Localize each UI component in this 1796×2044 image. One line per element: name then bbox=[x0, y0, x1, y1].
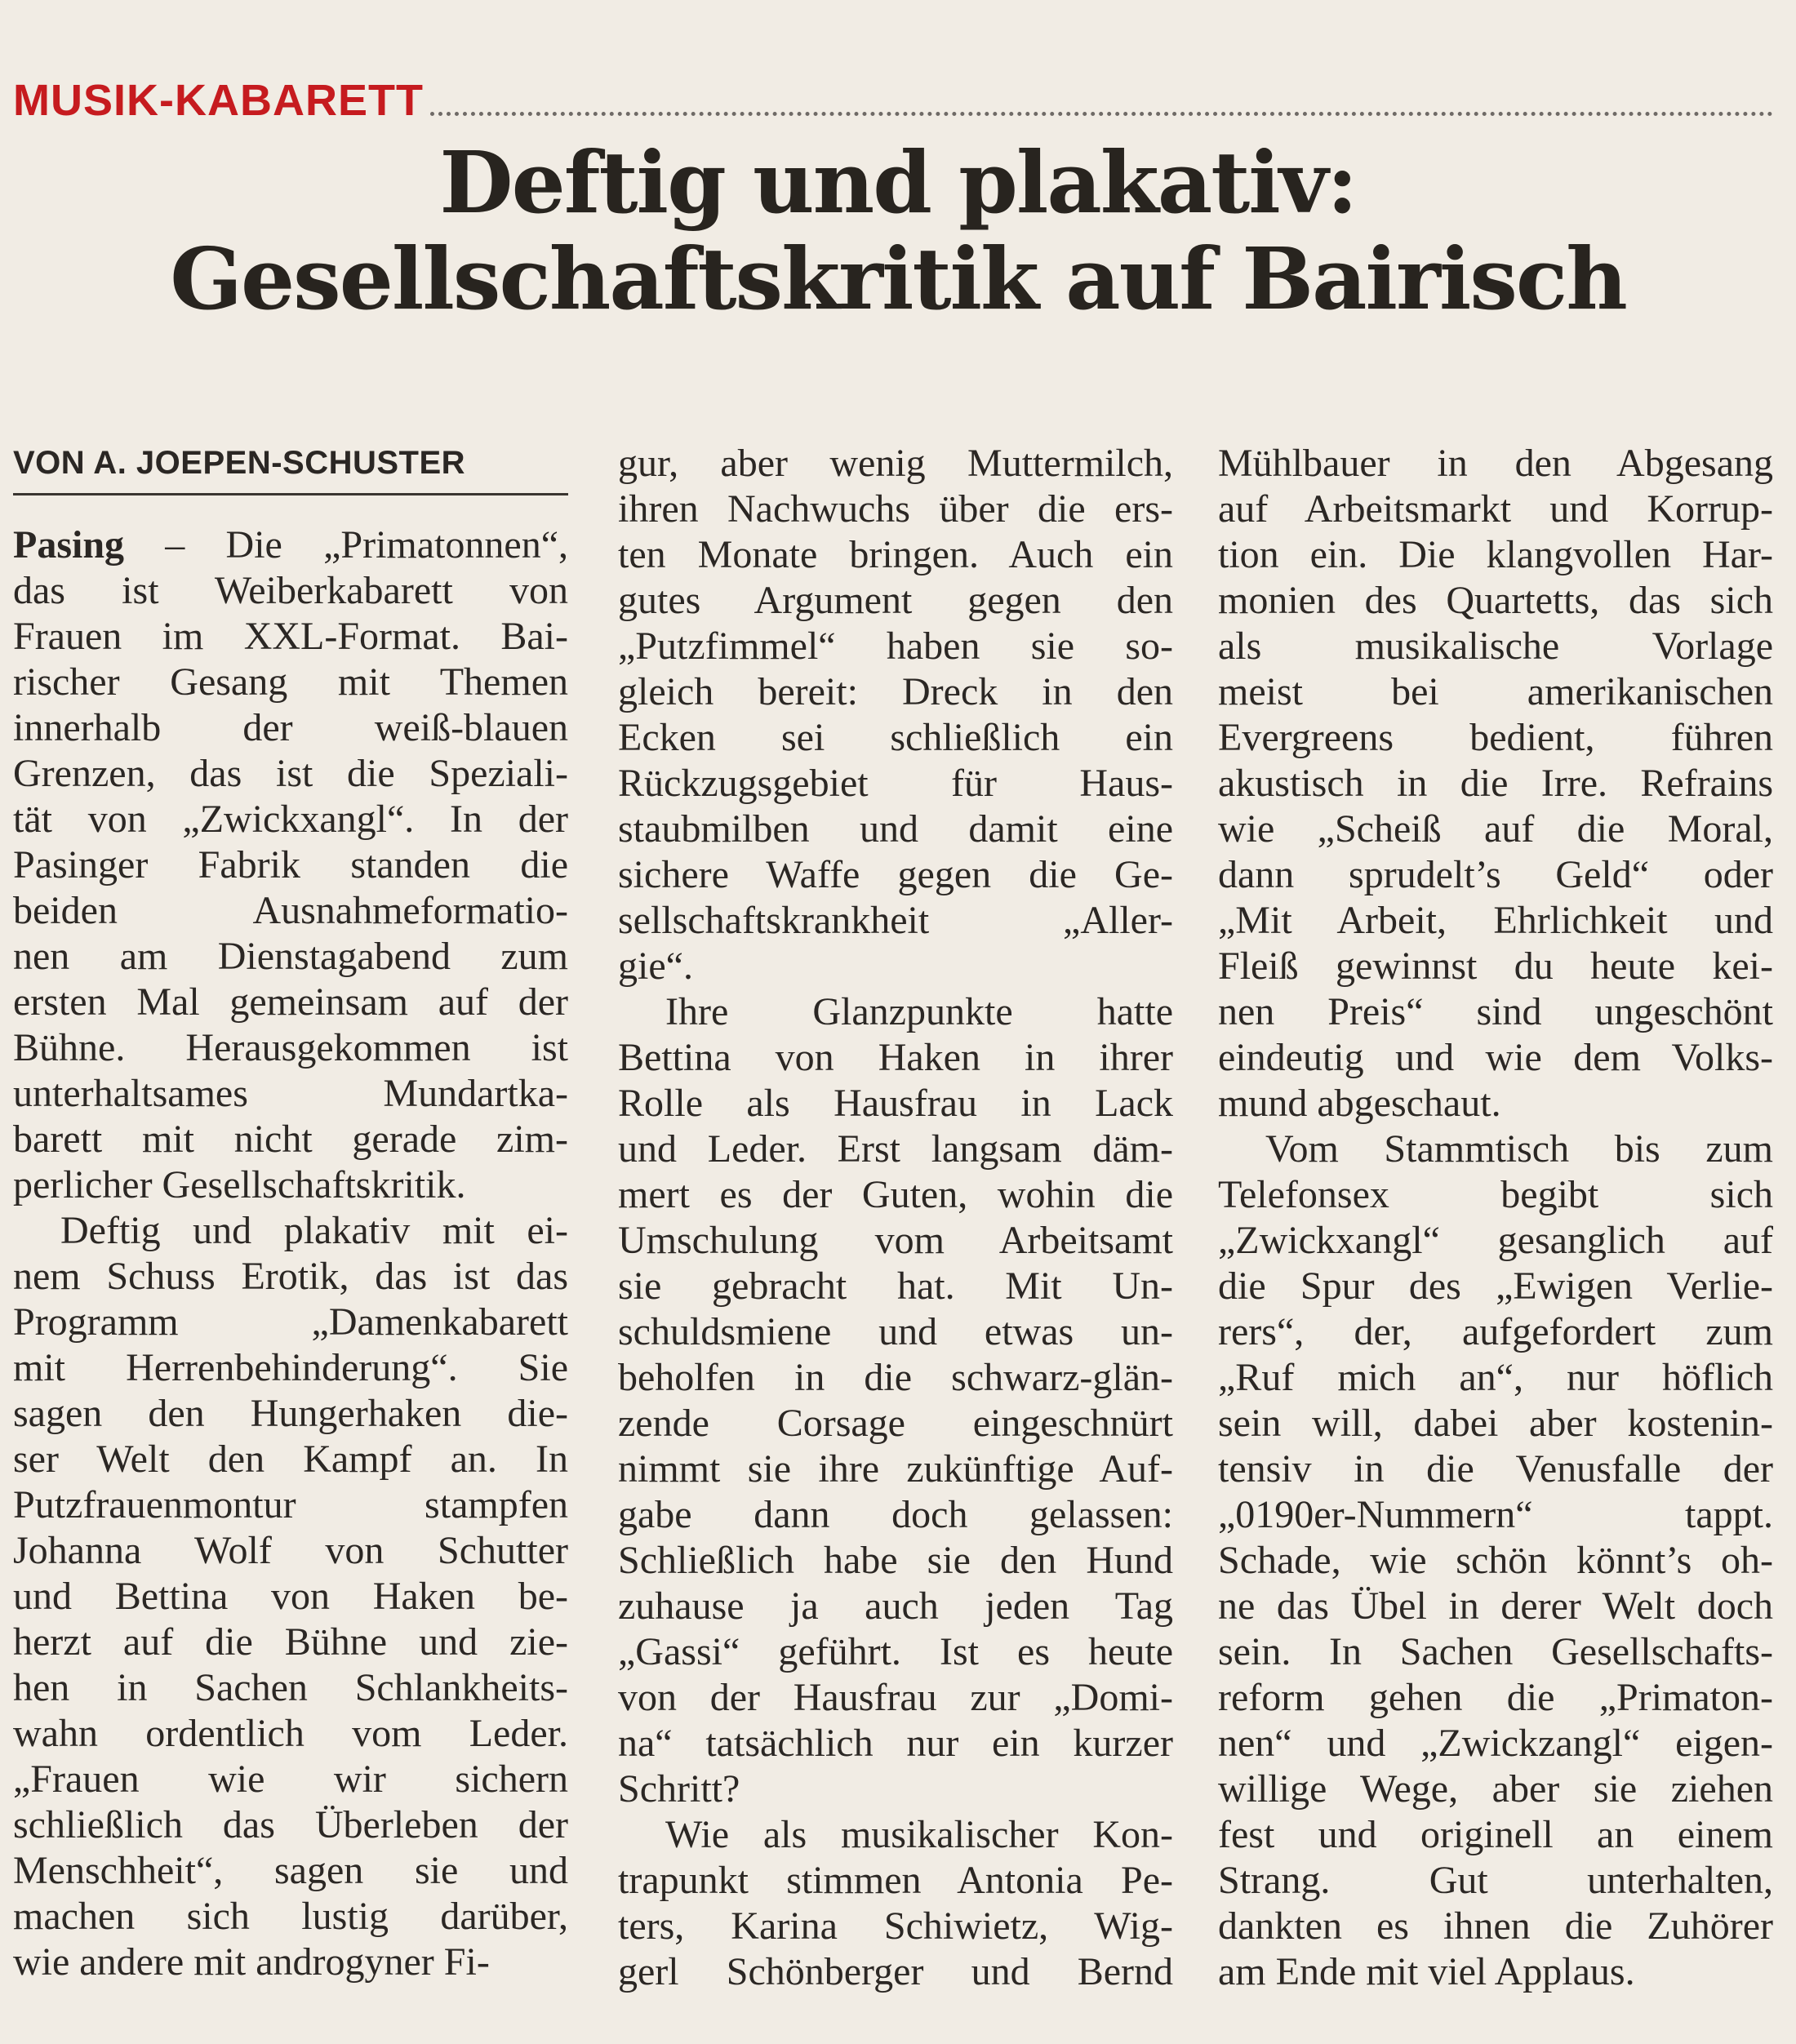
text-line: Rückzugsgebiet für Haus- bbox=[618, 762, 1173, 805]
section-kicker: MUSIK-KABARETT bbox=[13, 76, 424, 125]
text-line: zende Corsage eingeschnürt bbox=[618, 1402, 1173, 1445]
text-line: gur, aber wenig Muttermilch, bbox=[618, 442, 1173, 485]
text-line: ihren Nachwuchs über die ers- bbox=[618, 487, 1173, 531]
text-line: tät von „Zwickxangl“. In der bbox=[13, 798, 568, 841]
text-line: Strang. Gut unterhalten, bbox=[1218, 1859, 1773, 1902]
text-line: Fleiß gewinnst du heute kei- bbox=[1218, 944, 1773, 988]
headline-line-1: Deftig und plakativ: bbox=[439, 132, 1357, 233]
text-line: schließlich das Überleben der bbox=[13, 1803, 568, 1846]
text-line: „Gassi“ geführt. Ist es heute bbox=[618, 1630, 1173, 1673]
text-line: Deftig und plakativ mit ei- bbox=[60, 1209, 568, 1252]
text-line: tensiv in die Venusfalle der bbox=[1218, 1447, 1773, 1491]
text-line: gabe dann doch gelassen: bbox=[618, 1493, 1173, 1536]
text-line: akustisch in die Irre. Refrains bbox=[1218, 762, 1773, 805]
text-line: monien des Quartetts, das sich bbox=[1218, 579, 1773, 622]
text-line: und Leder. Erst langsam däm- bbox=[618, 1127, 1173, 1171]
text-line: Bühne. Herausgekommen ist bbox=[13, 1026, 568, 1069]
text-line: wie andere mit androgyner Fi- bbox=[13, 1940, 490, 1984]
text-line: sellschaftskrankheit „Aller- bbox=[618, 899, 1173, 942]
text-line: „Zwickxangl“ gesanglich auf bbox=[1218, 1219, 1773, 1262]
text-line: Ihre Glanzpunkte hatte bbox=[665, 990, 1173, 1033]
text-line: Bettina von Haken in ihrer bbox=[618, 1036, 1173, 1079]
text-line: gie“. bbox=[618, 944, 693, 988]
text-line: mert es der Guten, wohin die bbox=[618, 1173, 1173, 1216]
text-line: sagen den Hungerhaken die- bbox=[13, 1392, 568, 1435]
headline-line-2: Gesellschaftskritik auf Bairisch bbox=[170, 228, 1626, 329]
text-line: rers“, der, aufgefordert zum bbox=[1218, 1310, 1773, 1353]
text-line: „Ruf mich an“, nur höflich bbox=[1218, 1356, 1773, 1399]
text-line: ersten Mal gemeinsam auf der bbox=[13, 980, 568, 1024]
text-line: dankten es ihnen die Zuhörer bbox=[1218, 1904, 1773, 1948]
text-line: „0190er-Nummern“ tappt. bbox=[1218, 1493, 1773, 1536]
text-line: Ecken sei schließlich ein bbox=[618, 716, 1173, 759]
text-line: staubmilben und damit eine bbox=[618, 807, 1173, 851]
text-line: gutes Argument gegen den bbox=[618, 579, 1173, 622]
text-line: Johanna Wolf von Schutter bbox=[13, 1529, 568, 1572]
text-line: nem Schuss Erotik, das ist das bbox=[13, 1255, 568, 1298]
text-line: mund abgeschaut. bbox=[1218, 1082, 1501, 1125]
byline: VON A. JOEPEN-SCHUSTER bbox=[13, 445, 568, 495]
text-line: willige Wege, aber sie ziehen bbox=[1218, 1767, 1773, 1811]
text-line: perlicher Gesellschaftskritik. bbox=[13, 1163, 466, 1206]
text-line: auf Arbeitsmarkt und Korrup- bbox=[1218, 487, 1773, 531]
text-fragment: – Die „Primatonnen“, bbox=[124, 523, 568, 567]
text-line: mit Herrenbehinderung“. Sie bbox=[13, 1346, 568, 1389]
text-line: meist bei amerikanischen bbox=[1218, 670, 1773, 713]
text-line: na“ tatsächlich nur ein kurzer bbox=[618, 1722, 1173, 1765]
text-line: dann sprudelt’s Geld“ oder bbox=[1218, 853, 1773, 896]
text-line: innerhalb der weiß-blauen bbox=[13, 706, 568, 749]
text-line: unterhaltsames Mundartka- bbox=[13, 1072, 568, 1115]
text-line: zuhause ja auch jeden Tag bbox=[618, 1584, 1173, 1628]
text-line: Frauen im XXL-Format. Bai- bbox=[13, 615, 568, 658]
text-line bbox=[13, 522, 568, 568]
text-line: nen“ und „Zwickzangl“ eigen- bbox=[1218, 1722, 1773, 1765]
text-line: rischer Gesang mit Themen bbox=[13, 660, 568, 704]
text-line: und Bettina von Haken be- bbox=[13, 1575, 568, 1618]
text-line: Programm „Damenkabarett bbox=[13, 1300, 568, 1344]
text-line: nen Preis“ sind ungeschönt bbox=[1218, 990, 1773, 1033]
text-line: nimmt sie ihre zukünftige Auf- bbox=[618, 1447, 1173, 1491]
text-line: Rolle als Hausfrau in Lack bbox=[618, 1082, 1173, 1125]
text-line: herzt auf die Bühne und zie- bbox=[13, 1620, 568, 1664]
text-line: das ist Weiberkabarett von bbox=[13, 569, 568, 612]
text-line: wahn ordentlich vom Leder. bbox=[13, 1712, 568, 1755]
text-line: sie gebracht hat. Mit Un- bbox=[618, 1264, 1173, 1308]
text-line: hen in Sachen Schlankheits- bbox=[13, 1666, 568, 1709]
text-line: wie „Scheiß auf die Moral, bbox=[1218, 807, 1773, 851]
text-line: fest und originell an einem bbox=[1218, 1813, 1773, 1856]
dateline-place: Pasing bbox=[13, 523, 125, 567]
text-line: ser Welt den Kampf an. In bbox=[13, 1437, 568, 1481]
text-line: Schade, wie schön könnt’s oh- bbox=[1218, 1539, 1773, 1582]
text-line: Menschheit“, sagen sie und bbox=[13, 1849, 568, 1892]
section-header bbox=[13, 65, 1773, 125]
text-line: „Mit Arbeit, Ehrlichkeit und bbox=[1218, 899, 1773, 942]
text-line: sein. In Sachen Gesellschafts- bbox=[1218, 1630, 1773, 1673]
article-column-1 bbox=[13, 522, 568, 1985]
text-line: Wie als musikalischer Kon- bbox=[665, 1813, 1173, 1856]
text-line: ne das Übel in derer Welt doch bbox=[1218, 1584, 1773, 1628]
text-line: ters, Karina Schiwietz, Wig- bbox=[618, 1904, 1173, 1948]
text-line: Telefonsex begibt sich bbox=[1218, 1173, 1773, 1216]
text-line: sein will, dabei aber kostenin- bbox=[1218, 1402, 1773, 1445]
text-line: barett mit nicht gerade zim- bbox=[13, 1118, 568, 1161]
text-line: Evergreens bedient, führen bbox=[1218, 716, 1773, 759]
text-line: trapunkt stimmen Antonia Pe- bbox=[618, 1859, 1173, 1902]
article-column-2 bbox=[618, 441, 1173, 1995]
text-line: Umschulung vom Arbeitsamt bbox=[618, 1219, 1173, 1262]
text-line: tion ein. Die klangvollen Har- bbox=[1218, 533, 1773, 576]
text-line: Putzfrauenmontur stampfen bbox=[13, 1483, 568, 1526]
text-line: ten Monate bringen. Auch ein bbox=[618, 533, 1173, 576]
text-line: die Spur des „Ewigen Verlie- bbox=[1218, 1264, 1773, 1308]
text-line: Pasinger Fabrik standen die bbox=[13, 843, 568, 886]
text-line: gleich bereit: Dreck in den bbox=[618, 670, 1173, 713]
text-line: beholfen in die schwarz-glän- bbox=[618, 1356, 1173, 1399]
text-line: „Putzfimmel“ haben sie so- bbox=[618, 624, 1173, 668]
headline bbox=[0, 132, 1796, 329]
text-line: sichere Waffe gegen die Ge- bbox=[618, 853, 1173, 896]
dotted-rule bbox=[430, 112, 1773, 116]
text-line: Schließlich habe sie den Hund bbox=[618, 1539, 1173, 1582]
text-line: schuldsmiene und etwas un- bbox=[618, 1310, 1173, 1353]
text-line: als musikalische Vorlage bbox=[1218, 624, 1773, 668]
text-line: Mühlbauer in den Abgesang bbox=[1218, 442, 1773, 485]
text-line: von der Hausfrau zur „Domi- bbox=[618, 1676, 1173, 1719]
text-line: Schritt? bbox=[618, 1767, 740, 1811]
text-line: reform gehen die „Primaton- bbox=[1218, 1676, 1773, 1719]
text-line: Grenzen, das ist die Speziali- bbox=[13, 752, 568, 795]
text-line: beiden Ausnahmeformatio- bbox=[13, 889, 568, 932]
text-line: eindeutig und wie dem Volks- bbox=[1218, 1036, 1773, 1079]
article-column-3 bbox=[1218, 441, 1773, 1995]
text-line: gerl Schönberger und Bernd bbox=[618, 1950, 1173, 1993]
text-line: machen sich lustig darüber, bbox=[13, 1895, 568, 1938]
text-line: „Frauen wie wir sichern bbox=[13, 1757, 568, 1801]
text-line: Vom Stammtisch bis zum bbox=[1265, 1127, 1773, 1171]
text-line: nen am Dienstagabend zum bbox=[13, 935, 568, 978]
text-line: am Ende mit viel Applaus. bbox=[1218, 1950, 1635, 1993]
